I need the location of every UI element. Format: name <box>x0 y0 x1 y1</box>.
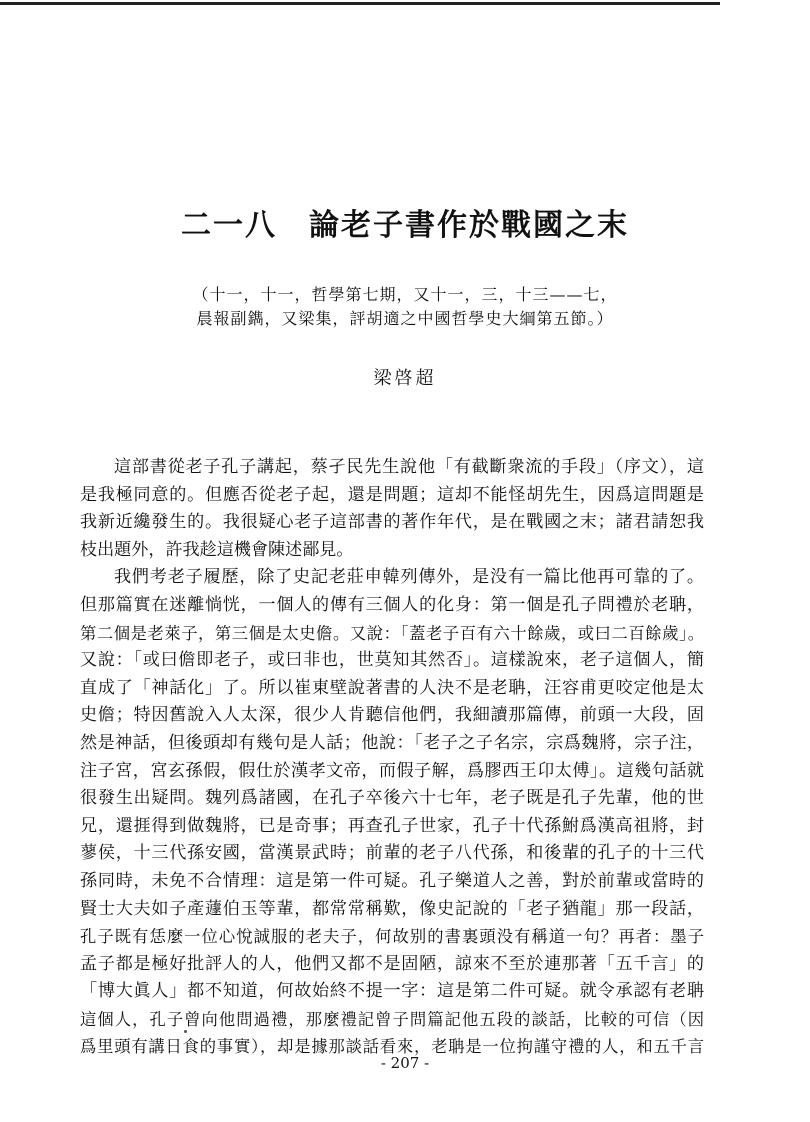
text-line: 枝出題外，許我趁這機會陳述鄙見。 <box>80 539 354 560</box>
print-speck <box>184 1030 187 1033</box>
text-line: 「博大眞人」都不知道，何故始終不提一字：這是第二件可疑。就令承認有老聃 <box>80 981 704 1002</box>
text-line: 蓼侯，十三代孫安國，當漢景武時；前輩的老子八代孫，和後輩的孔子的十三代 <box>80 843 704 864</box>
text-line: 兄，還捱得到做魏將，已是奇事；再查孔子世家，孔子十代孫鮒爲漢高祖將，封 <box>80 815 704 836</box>
source-line-2: 晨報副鐫，又梁集，評胡適之中國哲學史大綱第五節。） <box>196 309 614 328</box>
body-text <box>80 454 704 1061</box>
text-line: 我新近纔發生的。我很疑心老子這部書的著作年代，是在戰國之末；諸君請恕我 <box>80 512 704 533</box>
text-line: 史儋；特因舊說入人太深，很少人肯聽信他們，我細讀那篇傳，前頭一大段，固 <box>80 705 704 726</box>
text-line: 孫同時，未免不合情理：這是第一件可疑。孔子樂道人之善，對於前輩或當時的 <box>80 870 704 891</box>
text-line: 賢士大夫如子產蘧伯玉等輩，都常常稱歎，像史記說的「老子猶龍」那一段話， <box>80 898 704 919</box>
text-line: 爲里頭有講日食的事實），却是據那談話看來，老聃是一位拘謹守禮的人，和五千言 <box>80 1037 704 1057</box>
chapter-title: 二一八 論老子書作於戰國之末 <box>181 208 629 243</box>
text-line: 然是神話，但後頭却有幾句是人話；他說：「老子之子名宗，宗爲魏將，宗子注， <box>80 732 704 753</box>
text-line: 但那篇實在迷離惝恍，一個人的傳有三個人的化身：第一個是孔子問禮於老聃， <box>80 594 704 615</box>
text-line: 又說：「或曰儋即老子，或曰非也，世莫知其然否」。這樣說來，老子這個人，簡 <box>80 650 704 671</box>
text-line: 第二個是老萊子，第三個是太史儋。又說：「蓋老子百有六十餘歲，或曰二百餘歲」。 <box>80 623 704 643</box>
text-line: 我們考老子履歷，除了史記老莊申韓列傳外，是没有一篇比他再可靠的了。 <box>114 567 704 588</box>
text-line: 孔子既有恁麼一位心悅誠服的老夫子，何故别的書裏頭没有稱道一句？再者：墨子 <box>80 927 704 947</box>
text-line: 直成了「神話化」了。所以崔東壁說著書的人決不是老聃，汪容甫更咬定他是太 <box>80 677 704 698</box>
text-line: 是我極同意的。但應否從老子起，還是問題；這却不能怪胡先生，因爲這問題是 <box>80 484 704 505</box>
author-name: 梁啓超 <box>373 368 437 389</box>
text-line: 這部書從老子孔子講起，蔡孑民先生說他「有截斷衆流的手段」（序文），這 <box>114 457 704 477</box>
top-rule <box>0 2 720 5</box>
page-number: - 207 - <box>380 1054 430 1072</box>
text-line: 孟子都是極好批評人的人，他們又都不是固陋，諒來不至於連那著「五千言」的 <box>80 953 704 974</box>
text-line: 這個人，孔子曾向他問過禮，那麼禮記曾子問篇記他五段的談話，比較的可信（因 <box>80 1009 704 1029</box>
text-line: 注子宮，宮玄孫假，假仕於漢孝文帝，而假子解，爲膠西王卬太傅」。這幾句話就 <box>80 760 704 781</box>
text-line: 很發生出疑問。魏列爲諸國，在孔子卒後六十七年，老子既是孔子先輩，他的世 <box>80 788 704 809</box>
source-line-1: （十一，十一，哲學第七期，又十一，三，十三——七， <box>192 285 618 304</box>
